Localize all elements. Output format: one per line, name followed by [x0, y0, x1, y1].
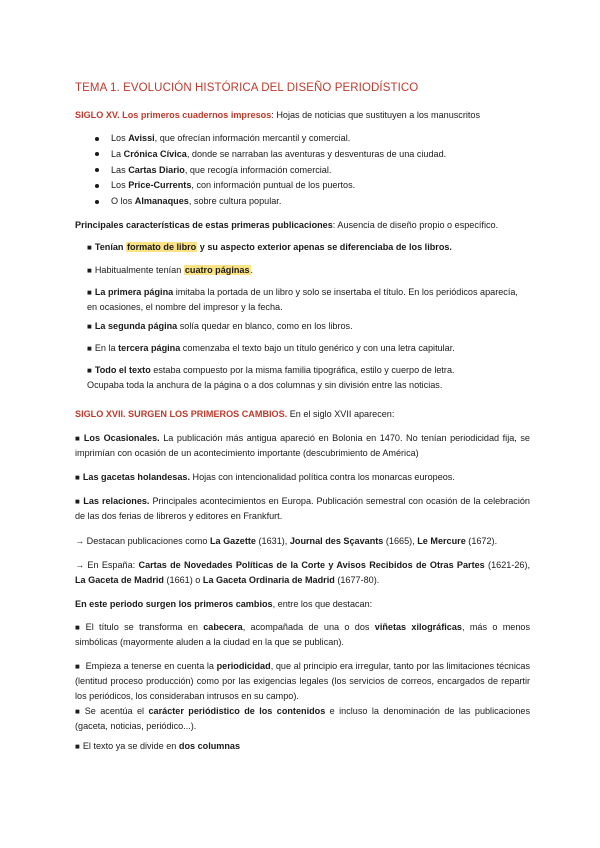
change-cabecera: ■ El título se transforma en cabecera, acompañada de una o dos viñetas xilográficas, más o menos simbólicas (mayormente aluden a la ciudad en la que se publican).: [75, 622, 531, 647]
list-item: Los Price-Currents, con información puntual de los puertos.: [93, 178, 523, 194]
arrow-destacan: → Destacan publicaciones como La Gazette (1631), Journal des Sçavants (1665), Le Mercure (1672).: [75, 536, 498, 546]
page-title: TEMA 1. EVOLUCIÓN HISTÓRICA DEL DISEÑO PERIODÍSTICO: [75, 82, 419, 94]
list-item: O los Almanaques, sobre cultura popular.: [93, 194, 523, 210]
features-heading: Principales características de estas primeras publicaciones: Ausencia de diseño propio o específico.: [75, 220, 499, 230]
changes-heading: En este periodo surgen los primeros cambios, entre los que destacan:: [75, 599, 373, 609]
section-xv-intro-text: : Hojas de noticias que sustituyen a los manuscritos: [271, 110, 481, 120]
feature-third-page: ■ En la tercera página comenzaba el texto bajo un título genérico y con una letra capitular.: [87, 343, 455, 353]
section-xv-intro: [75, 108, 530, 123]
list-item: La Crónica Cívica, donde se narraban las aventuras y desventuras de una ciudad.: [93, 147, 523, 163]
feature-all-text: ■ Todo el texto estaba compuesto por la misma familia tipográfica, estilo y cuerpo de letra. Ocupaba toda la anchura de la página o a dos columnas y sin división entre las noticias.: [87, 365, 455, 390]
change-periodicidad: ■ Empieza a tenerse en cuenta la periodicidad, que al principio era irregular, tanto por las limitaciones técnicas (lentitud proceso producción) como por las exigencias legales (los servicios de correos, encargados de repartir los periódicos, los consideraban intrusos en su campo).: [75, 661, 530, 701]
change-dos-columnas: ■ El texto ya se divide en dos columnas: [75, 741, 241, 751]
change-caracter-periodistico: ■ Se acentúa el carácter periódistico de los contenidos e incluso la denominación de las publicaciones (gaceta, noticias, periódico...).: [75, 706, 530, 731]
list-item: Los Avissi, que ofrecían información mercantil y comercial.: [93, 131, 523, 147]
list-item: Las Cartas Diario, que recogía información comercial.: [93, 163, 523, 179]
section-xv-heading: SIGLO XV. Los primeros cuadernos impresos: [75, 110, 272, 120]
feature-four-pages: ■ Habitualmente tenían cuatro páginas.: [87, 265, 254, 275]
item-relaciones: ■ Las relaciones. Principales acontecimientos en Europa. Publicación semestral con ocasión de la celebración de las dos ferias de libreros y editores en Frankfurt.: [75, 496, 530, 521]
item-ocasionales: ■ Los Ocasionales. La publicación más antigua apareció en Bolonia en 1470. No tenían periodicidad fija, se imprimían con ocasión de un acontecimiento importante (descubrimiento de América): [75, 433, 530, 458]
feature-first-page: ■ La primera página imitaba la portada de un libro y solo se insertaba el título. En los periódicos aparecía, en ocasiones, el nombre del impresor y la fecha.: [87, 287, 518, 312]
item-gacetas-holandesas: ■ Las gacetas holandesas. Hojas con intencionalidad política contra los monarcas europeos.: [75, 472, 455, 482]
feature-book-format: ■ Tenían formato de libro y su aspecto exterior apenas se diferenciaba de los libros.: [87, 242, 452, 252]
publication-types-list: [93, 131, 523, 210]
section-xvii-heading: SIGLO XVII. SURGEN LOS PRIMEROS CAMBIOS.: [75, 409, 288, 419]
arrow-espana: → En España: Cartas de Novedades Políticas de la Corte y Avisos Recibidos de Otras Partes (1621-26), La Gaceta de Madrid (1661) o La Gaceta Ordinaria de Madrid (1677-80).: [75, 560, 531, 585]
feature-second-page: ■ La segunda página solía quedar en blanco, como en los libros.: [87, 321, 353, 331]
section-xvii-intro: SIGLO XVII. SURGEN LOS PRIMEROS CAMBIOS. En el siglo XVII aparecen:: [75, 409, 395, 419]
